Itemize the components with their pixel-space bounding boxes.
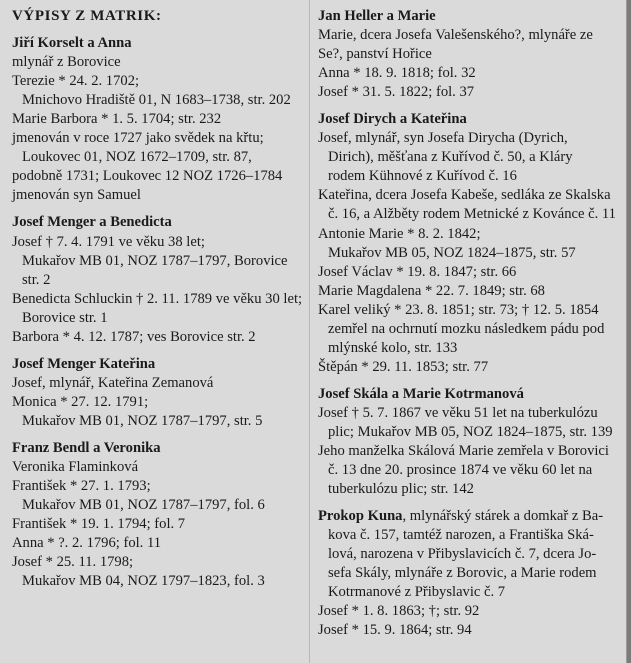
record-text: Marie Barbora * 1. 5. 1704; str. 232 [12, 111, 222, 128]
record-title: Josef Menger a Benedicta [12, 214, 172, 231]
record-line [12, 72, 307, 91]
record-line [12, 110, 307, 129]
record-text: zemřel na ochrnutí mozku následkem pádu pod [328, 320, 605, 337]
record-text: mlynář z Borovice [12, 54, 121, 71]
record-line [318, 167, 618, 186]
record-line [318, 621, 618, 640]
record-line [318, 564, 618, 583]
record-title: Josef Dirych a Kateřina [318, 111, 467, 128]
record-line [318, 64, 618, 83]
record-text: Monica * 27. 12. 1791; [12, 393, 149, 410]
record-text: , mlynářský stárek a domkař z Ba- [402, 508, 604, 525]
record-line [12, 186, 307, 205]
record-text: č. 13 dne 20. prosince 1874 ve věku 60 let na [328, 462, 593, 479]
record-line [12, 233, 307, 252]
record-line [12, 129, 307, 148]
record-text: Josef * 31. 5. 1822; fol. 37 [318, 84, 475, 101]
record-text: Dirich), měšťana z Kuřívod č. 50, a Kláry [328, 149, 573, 166]
record-text: Loukovec 01, NOZ 1672–1709, str. 87, [22, 149, 252, 166]
right-column [318, 7, 618, 649]
record-line [12, 534, 307, 553]
column-divider [309, 0, 310, 663]
record-line [12, 458, 307, 477]
record-text: Borovice str. 1 [22, 309, 108, 326]
record-text: Anna * 18. 9. 1818; fol. 32 [318, 65, 476, 82]
record-line [318, 129, 618, 148]
record-line [318, 404, 618, 423]
record-entry [318, 507, 618, 640]
section-title: VÝPISY Z MATRIK: [12, 8, 162, 24]
record-text: Josef * 1. 8. 1863; †; str. 92 [318, 603, 480, 620]
record-text: Barbora * 4. 12. 1787; ves Borovice str. 2 [12, 328, 256, 345]
record-text: Marie, dcera Josefa Valešenského?, mlynáře ze [318, 27, 593, 44]
record-entry [12, 213, 307, 346]
record-text: Mukařov MB 01, NOZ 1787–1797, fol. 6 [22, 497, 265, 514]
record-text: tuberkulózu plic; str. 142 [328, 481, 474, 498]
record-title: Franz Bendl a Veronika [12, 439, 161, 456]
record-line [12, 167, 307, 186]
record-line [12, 309, 307, 328]
record-line [318, 358, 618, 377]
record-text: František * 19. 1. 1794; fol. 7 [12, 516, 186, 533]
record-text: František * 27. 1. 1793; [12, 478, 151, 495]
record-entry [12, 355, 307, 431]
record-line [318, 244, 618, 263]
record-title: Josef Skála a Marie Kotrmanová [318, 385, 524, 402]
record-text: Se?, panství Hořice [318, 46, 432, 63]
record-text: Kateřina, dcera Josefa Kabeše, sedláka ze Skalska [318, 187, 611, 204]
record-line [318, 461, 618, 480]
record-line [12, 515, 307, 534]
record-text: Josef, mlynář, syn Josefa Dirycha (Dyrich, [318, 130, 568, 147]
record-text: Karel veliký * 23. 8. 1851; str. 73; † 12. 5. 1854 [318, 301, 599, 318]
record-text: sefa Skály, mlynáře z Borovic, a Marie rodem [328, 565, 597, 582]
record-text: Jeho manželka Skálová Marie zemřela v Borovici [318, 443, 609, 460]
record-line [12, 374, 307, 393]
record-text: Marie Magdalena * 22. 7. 1849; str. 68 [318, 282, 545, 299]
record-line [12, 477, 307, 496]
record-text: Mukařov MB 01, NOZ 1787–1797, str. 5 [22, 412, 263, 429]
record-line [12, 148, 307, 167]
record-line [12, 328, 307, 347]
record-line [318, 205, 618, 224]
record-entry [12, 439, 307, 591]
record-line [318, 301, 618, 320]
record-line [318, 602, 618, 621]
record-line [318, 45, 618, 64]
record-text: plic; Mukařov MB 05, NOZ 1824–1875, str. 139 [328, 423, 613, 440]
record-line [12, 91, 307, 110]
record-text: Josef † 7. 4. 1791 ve věku 38 let; [12, 233, 205, 250]
record-text: Mnichovo Hradiště 01, N 1683–1738, str. 202 [22, 92, 291, 109]
record-line [12, 271, 307, 290]
record-line [318, 148, 618, 167]
record-text: Josef, mlynář, Kateřina Zemanová [12, 374, 214, 391]
record-line [318, 83, 618, 102]
record-text: Kotrmanové z Přibyslavic č. 7 [328, 584, 506, 601]
record-line [12, 412, 307, 431]
record-text: Antonie Marie * 8. 2. 1842; [318, 225, 481, 242]
record-line [12, 496, 307, 515]
record-line [12, 553, 307, 572]
record-line [318, 583, 618, 602]
record-line [12, 53, 307, 72]
record-line [318, 320, 618, 339]
record-line [318, 225, 618, 244]
record-line [318, 442, 618, 461]
record-text: Josef † 5. 7. 1867 ve věku 51 let na tuberkulózu [318, 404, 598, 421]
record-text: Veronika Flaminková [12, 459, 139, 476]
record-text: jmenován v roce 1727 jako svědek na křtu; [12, 130, 264, 147]
record-line [318, 545, 618, 564]
record-line [12, 393, 307, 412]
record-line [318, 263, 618, 282]
record-text: Mukařov MB 05, NOZ 1824–1875, str. 57 [328, 244, 576, 261]
record-line [12, 572, 307, 591]
record-entry [318, 110, 618, 377]
record-title: Jiří Korselt a Anna [12, 35, 132, 52]
record-line [318, 507, 618, 526]
record-text: Josef * 15. 9. 1864; str. 94 [318, 622, 472, 639]
record-line [318, 282, 618, 301]
record-text: č. 16, a Alžběty rodem Metnické z Kovánce č. 11 [328, 206, 616, 223]
record-text: Josef Václav * 19. 8. 1847; str. 66 [318, 263, 517, 280]
record-text: Mukařov MB 01, NOZ 1787–1797, Borovice [22, 252, 288, 269]
record-line [318, 339, 618, 358]
record-line [318, 423, 618, 442]
record-text: Benedicta Schluckin † 2. 11. 1789 ve věku 30 let; [12, 290, 303, 307]
record-line [12, 290, 307, 309]
record-text: kova č. 157, tamtéž narozen, a Františka Ská- [328, 527, 594, 544]
record-entry [12, 34, 307, 205]
record-entry [318, 7, 618, 102]
record-text: mlýnské kolo, str. 133 [328, 339, 458, 356]
record-line [318, 526, 618, 545]
record-text: Josef * 25. 11. 1798; [12, 554, 134, 571]
record-name: Prokop Kuna [318, 508, 403, 525]
record-text: Mukařov MB 04, NOZ 1797–1823, fol. 3 [22, 573, 265, 590]
left-column [12, 7, 307, 599]
record-text: Štěpán * 29. 11. 1853; str. 77 [318, 358, 489, 375]
record-entry [318, 385, 618, 499]
record-text: Terezie * 24. 2. 1702; [12, 73, 140, 90]
record-title: Jan Heller a Marie [318, 8, 436, 24]
record-text: rodem Kühnové z Kuřívod č. 16 [328, 168, 517, 185]
record-text: str. 2 [22, 271, 51, 288]
record-title: Josef Menger Kateřina [12, 355, 156, 372]
record-line [318, 186, 618, 205]
record-line [318, 480, 618, 499]
record-text: podobně 1731; Loukovec 12 NOZ 1726–1784 [12, 168, 283, 185]
record-text: jmenován syn Samuel [12, 187, 141, 204]
record-text: lová, narozena v Přibyslavicích č. 7, dcera Jo- [328, 546, 597, 563]
record-line [318, 26, 618, 45]
record-text: Anna * ?. 2. 1796; fol. 11 [12, 535, 162, 552]
record-line [12, 252, 307, 271]
